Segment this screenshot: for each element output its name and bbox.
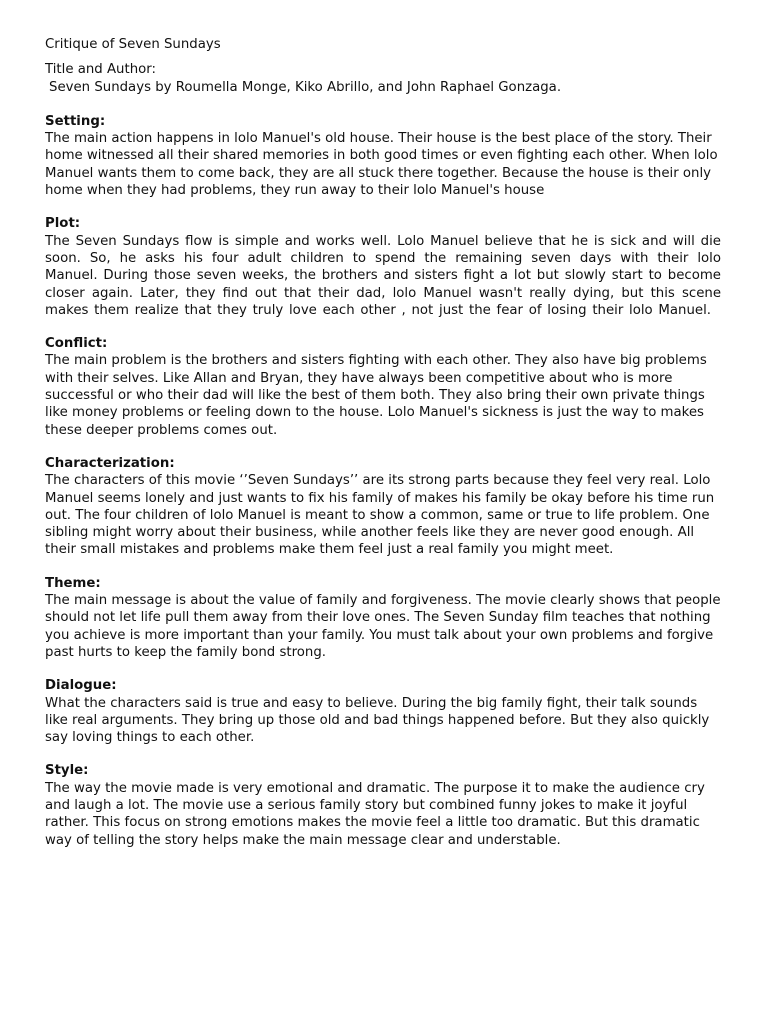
section-body-characterization: The characters of this movie ‘’Seven Sundays’’ are its strong parts because they feel very real. Lolo Manuel seems lonely and just wants to fix his family of makes his family be okay before his time run out. The four children of lolo Manuel is meant to show a common, same or true to life problem. One sibling might worry about their business, while another feels like they are never good enough. All their small mistakes and problems make them feel just a real family you might meet. [45, 473, 715, 558]
section-heading-theme: Theme: [45, 575, 101, 591]
section-setting [45, 113, 721, 199]
section-characterization [45, 455, 721, 559]
section-heading-dialogue: Dialogue: [45, 678, 117, 694]
section-dialogue [45, 677, 721, 746]
section-heading-conflict: Conflict: [45, 336, 108, 352]
section-heading-setting: Setting: [45, 113, 106, 129]
section-style [45, 762, 721, 848]
section-plot [45, 215, 721, 319]
document-page [45, 36, 721, 865]
section-body-plot: The Seven Sundays flow is simple and works well. Lolo Manuel believe that he is sick and will die soon. So, he asks his four adult children to spend the remaining seven days with their lolo Manuel. During those seven weeks, the brothers and sisters fight a lot but slowly start to become closer again. Later, they find out that their dad, lolo Manuel wasn't really dying, but this scene makes them realize that they truly love each other , not just the fear of losing their lolo Manuel. [45, 233, 721, 318]
section-conflict [45, 335, 721, 439]
title-author-label: Title and Author: [45, 62, 156, 78]
section-body-setting: The main action happens in lolo Manuel's old house. Their house is the best place of the story. Their home witnessed all their shared memories in both good times or even fighting each other. When lolo Manuel wants them to come back, they are all stuck there together. Because the house is their only home when they had problems, they run away to their lolo Manuel's house [45, 131, 718, 199]
title-author-text: Seven Sundays by Roumella Monge, Kiko Abrillo, and John Raphael Gonzaga. [49, 79, 562, 95]
section-heading-plot: Plot: [45, 216, 81, 232]
section-body-conflict: The main problem is the brothers and sisters fighting with each other. They also have big problems with their selves. Like Allan and Bryan, they have always been competitive about who is more successful or who their dad will like the best of them both. They also bring their own private things like money problems or feeling down to the house. Lolo Manuel's sickness is just the way to makes these deeper problems comes out. [45, 353, 707, 438]
section-body-dialogue: What the characters said is true and easy to believe. During the big family fight, their talk sounds like real arguments. They bring up those old and bad things happened before. But they also quickly say loving things to each other. [45, 695, 710, 746]
section-body-style: The way the movie made is very emotional and dramatic. The purpose it to make the audience cry and laugh a lot. The movie use a serious family story but combined funny jokes to make it joyful rather. This focus on strong emotions makes the movie feel a little too dramatic. But this dramatic way of telling the story helps make the main message clear and understable. [45, 780, 705, 848]
section-heading-characterization: Characterization: [45, 455, 175, 471]
section-heading-style: Style: [45, 763, 89, 779]
section-body-theme: The main message is about the value of family and forgiveness. The movie clearly shows that people should not let life pull them away from their love ones. The Seven Sunday film teaches that nothing you achieve is more important than your family. You must talk about your own problems and forgive past hurts to keep the family bond strong. [45, 593, 721, 660]
section-theme [45, 575, 721, 661]
document-title: Critique of Seven Sundays [45, 37, 221, 52]
